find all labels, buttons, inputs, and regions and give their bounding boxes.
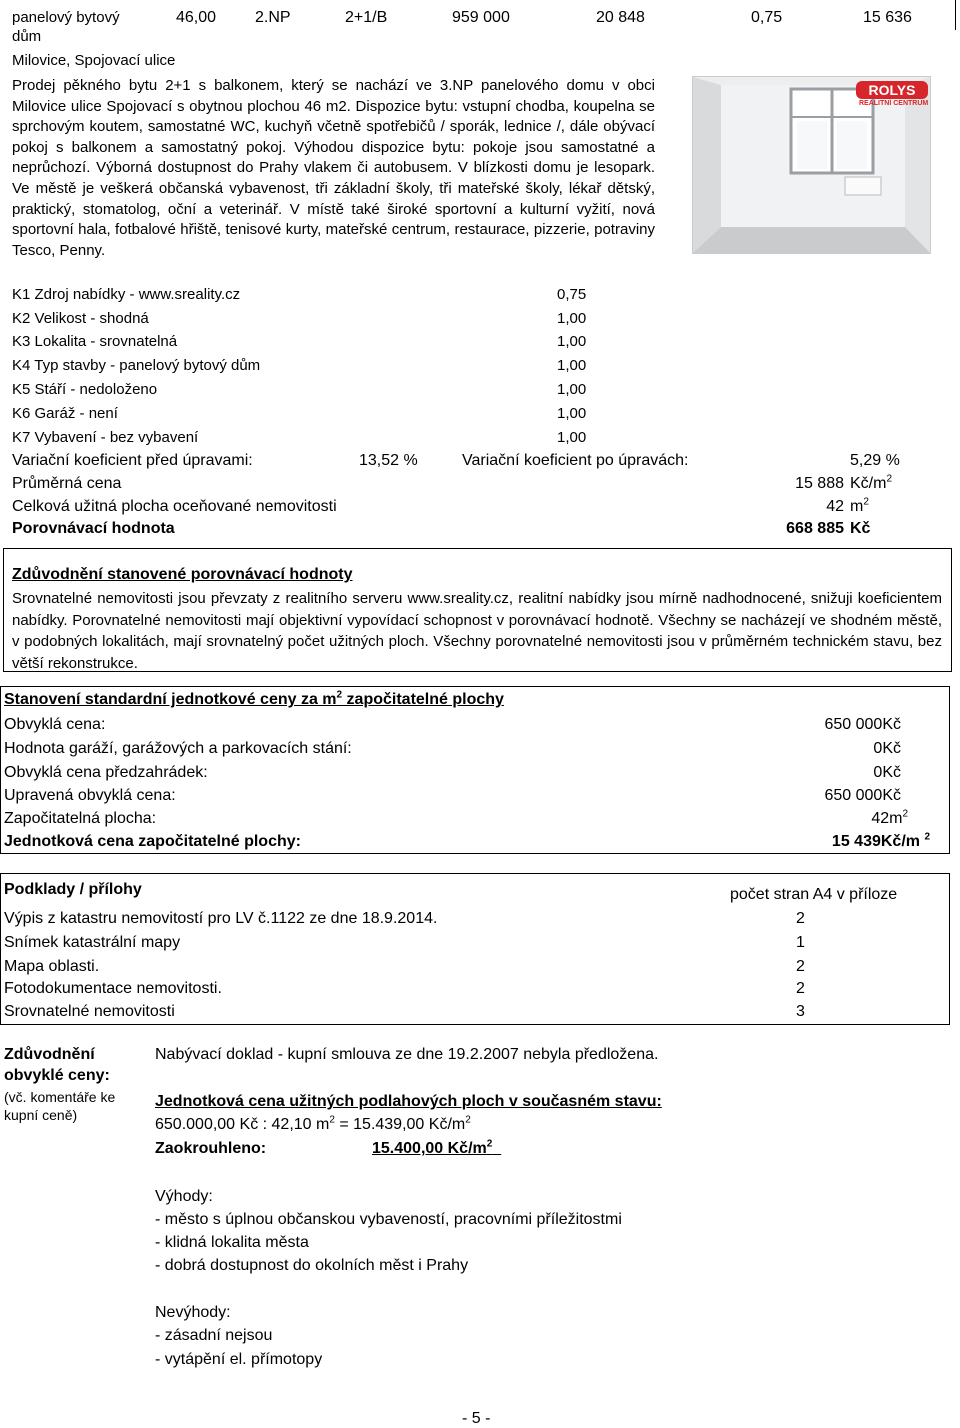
disadvantage-item-2: - vytápění el. přímotopy [155, 1351, 323, 1368]
attachments-title: Podklady / přílohy [4, 881, 142, 898]
disadvantages-title: Nevýhody: [155, 1304, 231, 1321]
area-total-value: 42 [826, 498, 844, 515]
attachment-pages-3: 2 [796, 958, 805, 975]
attachment-label-5: Srovnatelné nemovitosti [4, 1003, 175, 1020]
justification-title: Zdůvodnění stanovené porovnávací hodnoty [12, 566, 353, 583]
variation-before-label: Variační koeficient před úpravami: [12, 452, 253, 469]
attachment-label-3: Mapa oblasti. [4, 958, 100, 975]
justification-text: Srovnatelné nemovitosti jsou převzaty z realitního serveru www.sreality.cz, realitní nabídky jsou mírně nadhodnocené, snižuji koeficientem nabídky. Porovnatelné nemovitosti mají objektivní vypovídací schopnost v porovnávací hodnotě. Všechny se nacházejí ve shodném městě, v podobných lokalitách, mají srovnatelný počet užitných ploch. Všechny porovnatelné nemovitosti jsou v průměrném technickém stavu, bez větší rekonstrukce. [12, 590, 942, 672]
layout-value: 2+1/B [345, 9, 388, 26]
unit-row-label-4: Upravená obvyklá cena: [4, 787, 176, 804]
adjusted-value: 15 636 [863, 9, 912, 26]
rolys-logo: ROLYS [856, 81, 928, 99]
disadvantage-item-1: - zásadní nejsou [155, 1327, 273, 1344]
avg-price-label: Průměrná cena [12, 475, 122, 492]
coefficient-value: 0,75 [751, 9, 783, 26]
comparative-value-label: Porovnávací hodnota [12, 520, 175, 537]
unit-row-label-2: Hodnota garáží, garážových a parkovacích stání: [4, 740, 352, 757]
comparative-value: 668 885 [786, 520, 844, 537]
coef-value-7: 1,00 [557, 429, 587, 446]
variation-before-value: 13,52 % [359, 452, 418, 469]
price-per-m2-value: 20 848 [596, 9, 645, 26]
unit-floor-price-title: Jednotková cena užitných podlahových ploch v současném stavu: [155, 1093, 662, 1110]
rolys-logo-sub: REALITNÍ CENTRUM [859, 100, 929, 107]
attachment-label-2: Snímek katastrální mapy [4, 934, 181, 951]
unit-floor-price-calc: 650.000,00 Kč : 42,10 $m^2 = 15.439,00$ $Kč/m^2$ [155, 1114, 471, 1133]
coef-label-6: K6 Garáž - není [12, 405, 118, 422]
unit-row-value-4: 650 000Kč [824, 787, 901, 804]
attachments-pages-header: počet stran A4 v příloze [730, 886, 898, 903]
attachment-pages-2: 1 [796, 934, 805, 951]
coef-value-2: 1,00 [557, 310, 587, 327]
attachment-pages-1: 2 [796, 910, 805, 927]
rounded-label: Zaokrouhleno: [155, 1140, 267, 1157]
usual-price-title-2: obvyklé ceny: [4, 1067, 110, 1084]
location: Milovice, Spojovací ulice [12, 52, 176, 69]
usual-price-title-1: Zdůvodnění [4, 1046, 95, 1063]
coef-value-4: 1,00 [557, 357, 587, 374]
type-line1: panelový bytový [12, 9, 120, 26]
variation-after-label: Variační koeficient po úpravách: [462, 452, 689, 469]
unit-row-value-1: 650 000Kč [824, 716, 901, 733]
coef-label-4: K4 Typ stavby - panelový bytový dům [12, 357, 261, 374]
attachment-label-1: Výpis z katastru nemovitostí pro LV č.1122 ze dne 18.9.2014. [4, 910, 438, 927]
unit-final-label: Jednotková cena započitatelné plochy: [4, 833, 301, 850]
unit-row-value-3: 0Kč [873, 764, 901, 781]
avg-price-value: 15 888 [795, 475, 844, 492]
area-unit: $m^2$ [850, 496, 869, 515]
table-border-right [955, 0, 956, 30]
advantages-title: Výhody: [155, 1188, 213, 1205]
unit-price-title: Stanovení standardní jednotkové ceny za $m^2$ započitatelné plochy [4, 689, 504, 708]
coef-value-3: 1,00 [557, 333, 587, 350]
coef-value-6: 1,00 [557, 405, 587, 422]
unit-row-label-1: Obvyklá cena: [4, 716, 106, 733]
attachment-label-4: Fotodokumentace nemovitosti. [4, 980, 222, 997]
price-value: 959 000 [452, 9, 510, 26]
page-number: - 5 - [462, 1410, 491, 1427]
coef-value-1: 0,75 [557, 286, 587, 303]
area-label: Celková užitná plocha oceňované nemovitosti [12, 498, 337, 515]
usual-price-note-1: (vč. komentáře ke [4, 1089, 116, 1105]
unit-final-value: 15 439Kč/m $^2$ [831, 831, 930, 850]
property-description: Prodej pěkného bytu 2+1 s balkonem, který se nachází ve 3.NP panelového domu v obci Milovice ulice Spojovací s obytnou plochou 46 m2. Dispozice bytu: vstupní chodba, koupelna se sprchovým koutem, samostatné WC, kuchyň včetně spotřebičů / sporák, lednice /, dále obývací pokoj s balkonem a samostatný pokoj. Výhodou dispozice bytu: pokoje jsou samostatné a neprůchozí. Výborná dostupnost do Prahy vlakem či autobusem. V blízkosti domu je lesopark. Ve městě je veškerá občanská vybavenost, tři základní školy, tři mateřské školy, lékař dětský, praktický, stomatolog, oční a veterinář. V místě také široké sportovní a kulturní vyžití, nová sportovní hala, fotbalové hřiště, tenisové kurty, mateřské centrum, restaurace, pizzerie, potraviny Tesco, Penny. [12, 77, 655, 259]
attachment-pages-4: 2 [796, 980, 805, 997]
coef-label-5: K5 Stáří - nedoloženo [12, 381, 158, 398]
unit-row-value-5: $42m^2$ [871, 808, 908, 827]
property-photo [692, 76, 931, 254]
unit-row-label-5: Započitatelná plocha: [4, 810, 157, 827]
coef-value-5: 1,00 [557, 381, 587, 398]
advantage-item-1: - město s úplnou občanskou vybaveností, pracovními příležitostmi [155, 1211, 622, 1228]
unit-row-value-2: 0Kč [873, 740, 901, 757]
purchase-doc-note: Nabývací doklad - kupní smlouva ze dne 19.2.2007 nebyla předložena. [155, 1046, 659, 1063]
unit-row-label-3: Obvyklá cena předzahrádek: [4, 764, 208, 781]
coef-label-3: K3 Lokalita - srovnatelná [12, 333, 178, 350]
coef-label-2: K2 Velikost - shodná [12, 310, 149, 327]
usual-price-note-2: kupní ceně) [4, 1107, 78, 1123]
rounded-value: 15.400,00 $Kč/m^2$ [372, 1138, 493, 1157]
coef-label-1: K1 Zdroj nabídky - www.sreality.cz [12, 286, 241, 303]
floor-value: 2.NP [255, 9, 291, 26]
type-line2: dům [12, 28, 42, 45]
attachment-pages-5: 3 [796, 1003, 805, 1020]
avg-price-unit: $Kč/m^2$ [850, 473, 893, 492]
coef-label-7: K7 Vybavení - bez vybavení [12, 429, 199, 446]
comparative-unit: Kč [850, 520, 871, 537]
advantage-item-2: - klidná lokalita města [155, 1234, 309, 1251]
advantage-item-3: - dobrá dostupnost do okolních měst i Prahy [155, 1257, 469, 1274]
variation-after-value: 5,29 % [850, 452, 900, 469]
area-value: 46,00 [176, 9, 217, 26]
